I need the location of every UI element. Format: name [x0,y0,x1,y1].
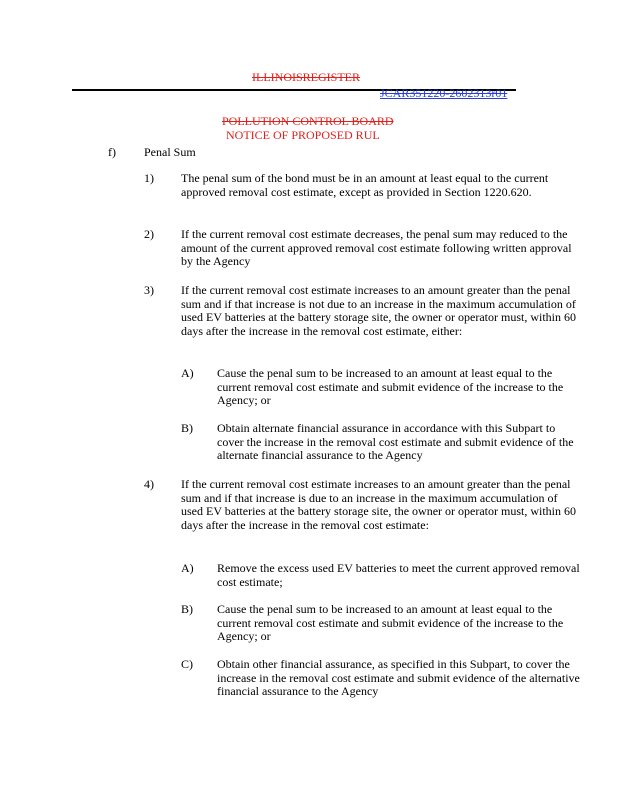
item-text: If the current removal cost estimate decreases, the penal sum may reduced to the amount of the current approved removal cost estimate following written approval by the Agency [181,227,572,269]
subitem-number: C) [181,657,193,671]
notice-header: NOTICE OF PROPOSED RUL [226,128,380,142]
subitem-text: Remove the excess used EV batteries to meet the current approved removal cost estimate; [217,561,580,589]
item-text: If the current removal cost estimate increases to an amount greater than the penal sum and if that increase is due to an increase in the maximum accumulation of used EV batteries at the battery storage site, the owner or operator must, within 60 days after the increase in the removal cost estimate: [181,477,577,532]
board-header: POLLUTION CONTROL BOARD [222,114,394,128]
item-text: The penal sum of the bond must be in an amount at least equal to the current approved removal cost estimate, except as provided in Section 1220.620. [181,171,549,199]
subitem-number: B) [181,421,193,435]
item-number: 4) [144,477,154,491]
jcar-code: JCAR351220-2602313r01 [380,86,508,100]
subitem-number: A) [181,561,194,575]
subitem-text: Obtain other financial assurance, as specified in this Subpart, to cover the increase in the removal cost estimate and submit evidence of the alternative financial assurance to the Agency [217,657,580,699]
subitem-text: Cause the penal sum to be increased to an amount at least equal to the current removal cost estimate and submit evidence of the increase to the Agency; or [217,602,564,644]
section-label: f) [108,145,116,159]
subitem-text: Obtain alternate financial assurance in accordance with this Subpart to cover the increase in the removal cost estimate and submit evidence of the alternate financial assurance to the Agency [217,421,574,463]
item-number: 2) [144,227,154,241]
item-text: If the current removal cost estimate increases to an amount greater than the penal sum and if that increase is not due to an increase in the maximum accumulation of used EV batteries at the battery storage site, the owner or operator must, within 60 days after the increase in the removal cost estimate, either: [181,283,577,338]
subitem-number: B) [181,602,193,616]
section-title: Penal Sum [144,145,196,159]
item-number: 3) [144,283,154,297]
subitem-text: Cause the penal sum to be increased to an amount at least equal to the current removal cost estimate and submit evidence of the increase to the Agency; or [217,366,564,408]
item-number: 1) [144,171,154,185]
register-header: ILLINOISREGISTER [252,70,360,84]
subitem-number: A) [181,366,194,380]
